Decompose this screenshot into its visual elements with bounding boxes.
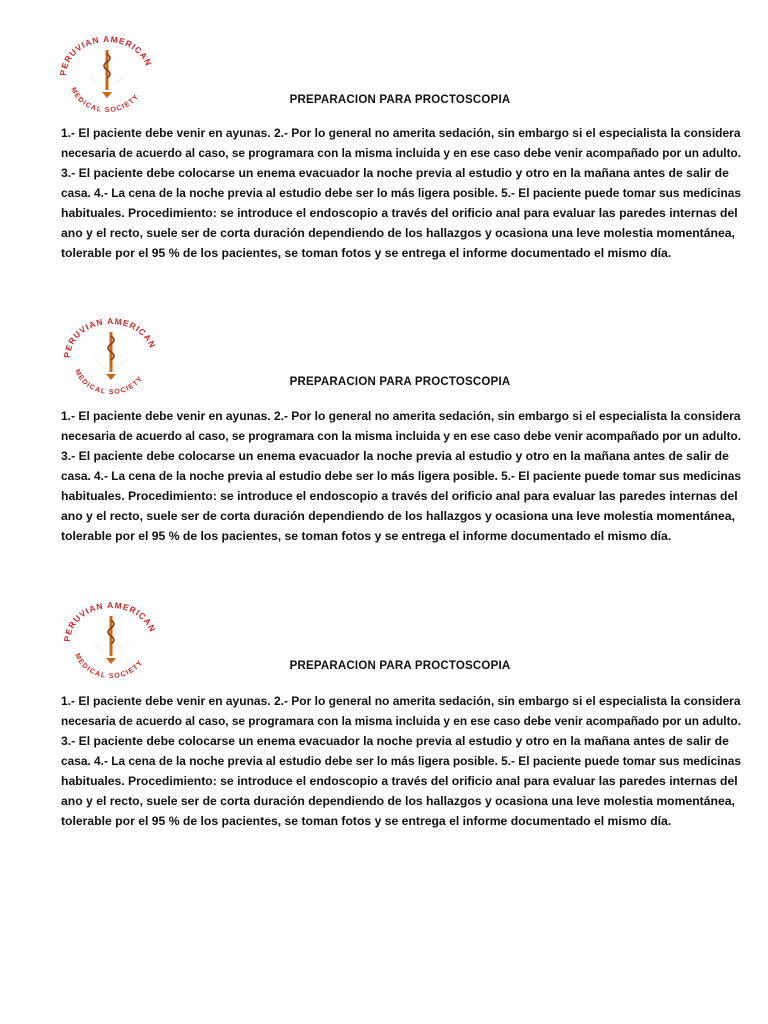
paragraph-line: casa. 4.- La cena de la noche previa al estudio debe ser lo más ligera posible. 5.- El paciente puede tomar sus medicinas [61, 469, 741, 483]
page-title: PREPARACION PARA PROCTOSCOPIA [289, 660, 511, 672]
paragraph-line: necesaria de acuerdo al caso, se programara con la misma incluida y en ese caso debe venir acompañado por un adulto. [61, 714, 742, 728]
svg-text:MEDICAL SOCIETY: MEDICAL SOCIETY [73, 652, 145, 681]
svg-text:PERUVIAN AMERICAN: PERUVIAN AMERICAN [61, 318, 159, 359]
paragraph-line: ano y el recto, suele ser de corta duración dependiendo de los hallazgos y ocasiona una leve molestia momentánea, [61, 509, 735, 523]
paragraph-line: necesaria de acuerdo al caso, se programara con la misma incluida y en ese caso debe venir acompañado por un adulto. [61, 429, 742, 443]
paragraph-line: 3.- El paciente debe colocarse un enema evacuador la noche previa al estudio y otro en la mañana antes de salir de [61, 734, 729, 748]
svg-text:MEDICAL SOCIETY: MEDICAL SOCIETY [73, 368, 145, 397]
paragraph-line: habituales. Procedimiento: se introduce el endoscopio a través del orificio anal para evaluar las paredes internas del [61, 489, 738, 503]
instruction-paragraph [61, 123, 741, 263]
paragraph-line: 1.- El paciente debe venir en ayunas. 2.- Por lo general no amerita sedación, sin embargo si el especialista la considera [61, 126, 741, 140]
paragraph-line: habituales. Procedimiento: se introduce el endoscopio a través del orificio anal para evaluar las paredes internas del [61, 206, 738, 220]
paragraph-line: necesaria de acuerdo al caso, se programara con la misma incluida y en ese caso debe venir acompañado por un adulto. [61, 146, 742, 160]
paragraph-line: tolerable por el 95 % de los pacientes, se toman fotos y se entrega el informe documentado el mismo día. [61, 814, 672, 828]
svg-text:PERUVIAN AMERICAN: PERUVIAN AMERICAN [61, 602, 159, 643]
paragraph-line: tolerable por el 95 % de los pacientes, se toman fotos y se entrega el informe documentado el mismo día. [61, 529, 672, 543]
svg-text:MEDICAL SOCIETY: MEDICAL SOCIETY [69, 86, 141, 115]
svg-text:PERUVIAN AMERICAN: PERUVIAN AMERICAN [57, 36, 155, 77]
paragraph-line: ano y el recto, suele ser de corta duración dependiendo de los hallazgos y ocasiona una leve molestia momentánea, [61, 794, 735, 808]
paragraph-line: casa. 4.- La cena de la noche previa al estudio debe ser lo más ligera posible. 5.- El paciente puede tomar sus medicinas [61, 186, 741, 200]
paragraph-line: 1.- El paciente debe venir en ayunas. 2.- Por lo general no amerita sedación, sin embargo si el especialista la considera [61, 694, 741, 708]
paragraph-line: 3.- El paciente debe colocarse un enema evacuador la noche previa al estudio y otro en la mañana antes de salir de [61, 166, 729, 180]
paragraph-line: 1.- El paciente debe venir en ayunas. 2.- Por lo general no amerita sedación, sin embargo si el especialista la considera [61, 409, 741, 423]
page-title: PREPARACION PARA PROCTOSCOPIA [289, 94, 511, 106]
instruction-paragraph [61, 406, 741, 546]
paragraph-line: tolerable por el 95 % de los pacientes, se toman fotos y se entrega el informe documentado el mismo día. [61, 246, 672, 260]
paragraph-line: 3.- El paciente debe colocarse un enema evacuador la noche previa al estudio y otro en la mañana antes de salir de [61, 449, 729, 463]
instruction-paragraph [61, 691, 741, 831]
page-title: PREPARACION PARA PROCTOSCOPIA [289, 376, 511, 388]
paragraph-line: casa. 4.- La cena de la noche previa al estudio debe ser lo más ligera posible. 5.- El paciente puede tomar sus medicinas [61, 754, 741, 768]
paragraph-line: habituales. Procedimiento: se introduce el endoscopio a través del orificio anal para evaluar las paredes internas del [61, 774, 738, 788]
paragraph-line: ano y el recto, suele ser de corta duración dependiendo de los hallazgos y ocasiona una leve molestia momentánea, [61, 226, 735, 240]
